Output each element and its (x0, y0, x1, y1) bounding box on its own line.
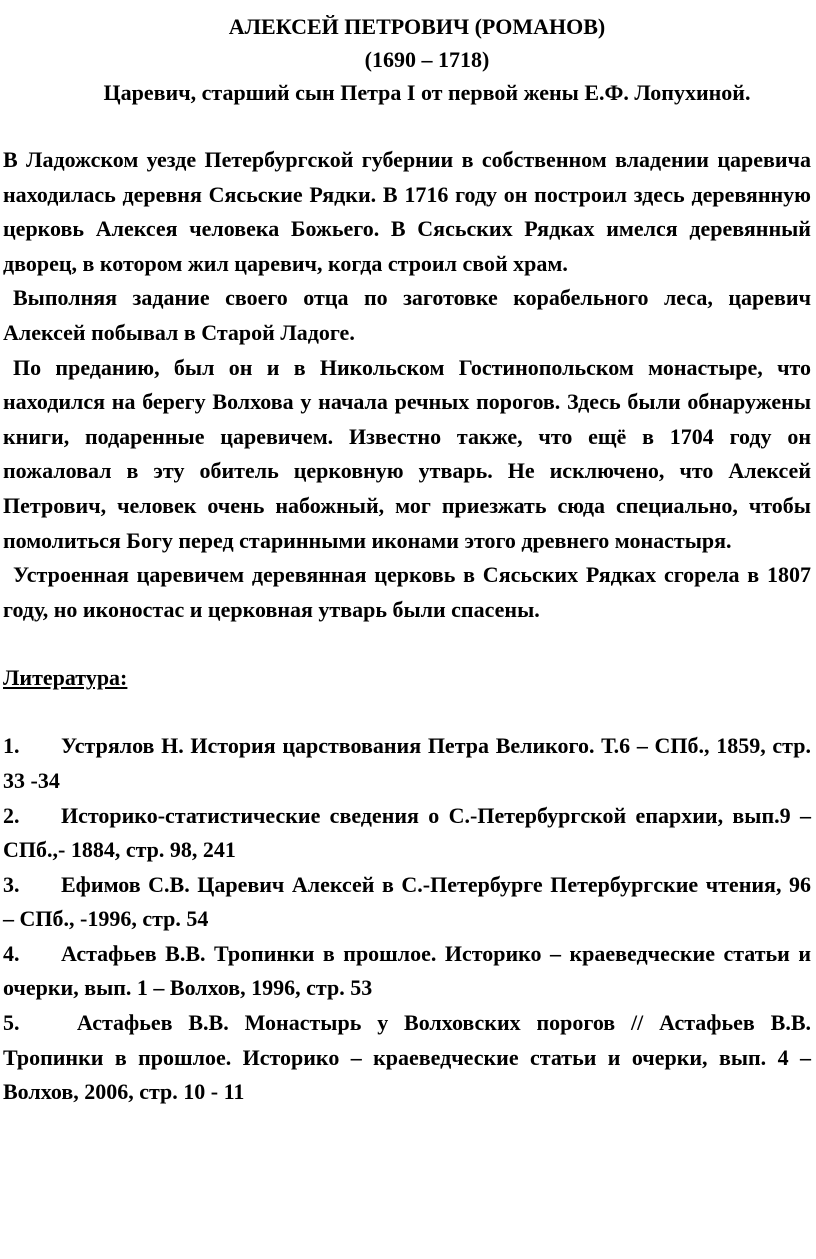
body-paragraph: Выполняя задание своего отца по заготовке корабельного леса, царевич Алексей побывал в Старой Ладоге. (3, 285, 811, 345)
item-number: 1. (3, 733, 20, 759)
item-text: Устрялов Н. История царствования Петра Великого. Т.6 – СПб., 1859, стр. 33 -34 (3, 733, 811, 793)
item-number: 3. (3, 871, 20, 897)
item-text: Историко-статистические сведения о С.-Петербургской епархии, вып.9 – СПб.,- 1884, стр. 98, 241 (3, 802, 811, 863)
body-paragraph: В Ладожском уезде Петербургской губернии в собственном владении царевича находилась деревня Сясьские Рядки. В 1716 году он построил здесь деревянную церковь Алексея человека Божьего. В Сясьских Рядках имелся деревянный дворец, в котором жил царевич, когда строил свой храм. (3, 147, 811, 276)
literature-list (3, 729, 811, 1110)
literature-item (3, 937, 811, 1006)
life-years: (1690 – 1718) (364, 47, 490, 72)
body-paragraph: По преданию, был он и в Никольском Гостинопольском монастыре, что находился на берегу Волхова у начала речных порогов. Здесь были обнаружены книги, подаренные царевичем. Известно также, что ещё в 1704 году он пожаловал в эту обитель церковную утварь. Не исключено, что Алексей Петрович, человек очень набожный, мог приезжать сюда специально, чтобы помолиться Богу перед старинными иконами этого древнего монастыря. (3, 354, 811, 553)
spacer (3, 109, 811, 143)
page-title: АЛЕКСЕЙ ПЕТРОВИЧ (РОМАНОВ) (228, 14, 606, 39)
literature-heading: Литература: (3, 665, 128, 691)
item-text: Астафьев В.В. Тропинки в прошлое. Историко – краеведческие статьи и очерки, вып. 1 – Волхов, 1996, стр. 53 (3, 940, 811, 1001)
page-subtitle: Царевич, старший сын Петра I от первой жены Е.Ф. Лопухиной. (103, 80, 751, 105)
literature-item (3, 799, 811, 868)
item-text: Астафьев В.В. Монастырь у Волховских порогов // Астафьев В.В. Тропинки в прошлое. Историко – краеведческие статьи и очерки, вып. 4 – Волхов, 2006, стр. 10 - 11 (3, 1010, 811, 1105)
item-text: Ефимов С.В. Царевич Алексей в С.-Петербурге Петербургские чтения, 96 – СПб., -1996, стр. 54 (3, 871, 811, 932)
item-number: 4. (3, 940, 20, 966)
spacer (3, 695, 811, 729)
item-number: 2. (3, 802, 20, 828)
literature-item (3, 729, 811, 798)
item-number: 5. (3, 1010, 20, 1036)
literature-item (3, 1006, 811, 1110)
body-paragraph: Устроенная царевичем деревянная церковь в Сясьских Рядках сгорела в 1807 году, но иконостас и церковная утварь были спасены. (3, 562, 811, 622)
spacer (3, 627, 811, 661)
literature-item (3, 868, 811, 937)
